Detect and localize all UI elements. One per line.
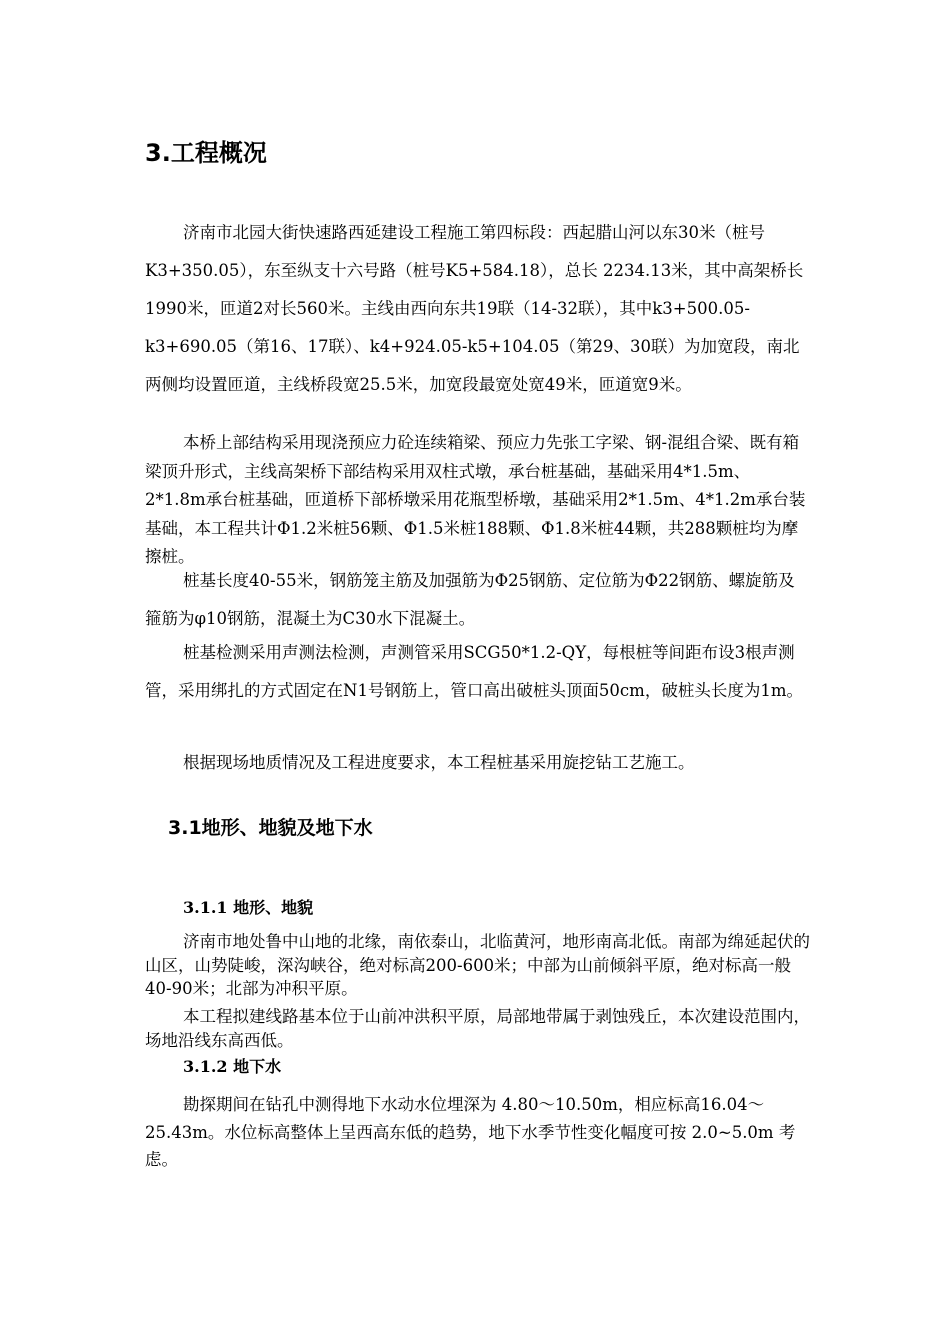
paragraph-site-topography: 本工程拟建线路基本位于山前冲洪积平原，局部地带属于剥蚀残丘，本次建设范围内，场地沿线东高西低。 bbox=[145, 1007, 810, 1050]
topography-heading: 3.1.1 地形、地貌 bbox=[183, 898, 314, 917]
paragraph-structure: 本桥上部结构采用现浇预应力砼连续箱梁、预应力先张工字梁、钢-混组合梁、既有箱梁顶升形式，主线高架桥下部结构采用双柱式墩，承台桩基础，基础采用4*1.5m、2*1.8m承台桩基础，匝道桥下部桥墩采用花瓶型桥墩，基础采用2*1.5m、4*1.2m承台装基础，本工程共计Φ1.2米桩56颗、Φ1.5米桩188颗、Φ1.8米桩44颗，共288颗桩均为摩擦桩。 bbox=[145, 433, 806, 566]
subsection-title: 3.1地形、地貌及地下水 bbox=[168, 817, 373, 839]
paragraph-project-scope: 济南市北园大街快速路西延建设工程施工第四标段：西起腊山河以东30米（桩号K3+350.05），东至纵支十六号路（桩号K5+584.18），总长 2234.13米，其中高架桥长1990米，匝道2对长560米。主线由西向东共19联（14-32联），其中k3+500.05-k3+690.05（第16、17联）、k4+924.05-k5+104.05（第29、30联）为加宽段，南北两侧均设置匝道，主线桥段宽25.5米，加宽段最宽处宽49米，匝道宽9米。 bbox=[145, 223, 804, 394]
paragraph-pile-specs: 桩基长度40-55米，钢筋笼主筋及加强筋为Φ25钢筋、定位筋为Φ22钢筋、螺旋筋及箍筋为φ10钢筋，混凝土为C30水下混凝土。 bbox=[145, 571, 795, 628]
paragraph-construction-method: 根据现场地质情况及工程进度要求，本工程桩基采用旋挖钻工艺施工。 bbox=[183, 753, 695, 772]
paragraph-pile-testing: 桩基检测采用声测法检测，声测管采用SCG50*1.2-QY，每根桩等间距布设3根声测管，采用绑扎的方式固定在N1号钢筋上，管口高出破桩头顶面50cm，破桩头长度为1m。 bbox=[145, 643, 803, 700]
section-title: 3.工程概况 bbox=[145, 139, 267, 167]
paragraph-groundwater: 勘探期间在钻孔中测得地下水动水位埋深为 4.80～10.50m，相应标高16.04～25.43m。水位标高整体上呈西高东低的趋势，地下水季节性变化幅度可按 2.0~5.0m 考虑。 bbox=[145, 1095, 796, 1169]
groundwater-heading: 3.1.2 地下水 bbox=[183, 1057, 282, 1076]
paragraph-regional-topography: 济南市地处鲁中山地的北缘，南依泰山，北临黄河，地形南高北低。南部为绵延起伏的山区，山势陡峻，深沟峡谷，绝对标高200-600米；中部为山前倾斜平原，绝对标高一般40-90米；北部为冲积平原。 bbox=[145, 932, 810, 998]
